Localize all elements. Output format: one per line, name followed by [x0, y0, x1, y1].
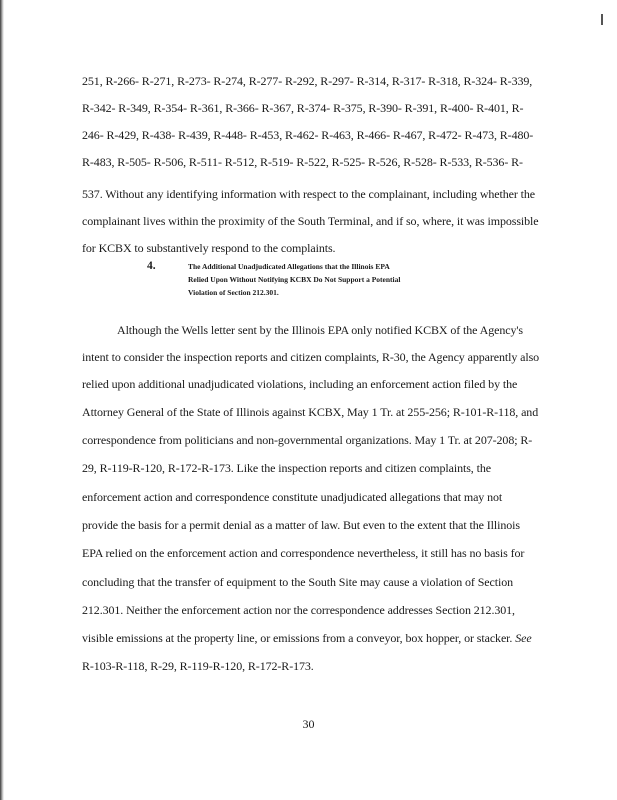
body-text-line: correspondence from politicians and non-governmental organizations. May 1 Tr. at 207-208; R- — [82, 433, 533, 447]
body-text-line: relied upon additional unadjudicated violations, including an enforcement action filed by the — [82, 377, 518, 391]
body-text-line: 29, R-119-R-120, R-172-R-173. Like the inspection reports and citizen complaints, the — [82, 461, 491, 475]
section-heading-line: The Additional Unadjudicated Allegations that the Illinois EPA — [188, 262, 390, 271]
body-text-line: for KCBX to substantively respond to the complaints. — [82, 241, 336, 255]
body-text-line: R-483, R-505- R-506, R-511- R-512, R-519- R-522, R-525- R-526, R-528- R-533, R-536- R- — [82, 155, 523, 169]
citation-signal: See — [515, 631, 532, 645]
body-text-line: R-342- R-349, R-354- R-361, R-366- R-367, R-374- R-375, R-390- R-391, R-400- R-401, R- — [82, 101, 524, 115]
scan-edge-shadow — [0, 0, 4, 800]
body-text-line: complainant lives within the proximity of the South Terminal, and if so, where, it was impossible — [82, 214, 539, 228]
body-text-line: Attorney General of the State of Illinois against KCBX, May 1 Tr. at 255-256; R-101-R-118, and — [82, 405, 539, 419]
body-text-line: 251, R-266- R-271, R-273- R-274, R-277- R-292, R-297- R-314, R-317- R-318, R-324- R-339, — [82, 74, 533, 88]
body-text-line: 246- R-429, R-438- R-439, R-448- R-453, R-462- R-463, R-466- R-467, R-472- R-473, R-480- — [82, 128, 534, 142]
body-text-line: R-103-R-118, R-29, R-119-R-120, R-172-R-173. — [82, 659, 314, 673]
body-text-line: 212.301. Neither the enforcement action nor the correspondence addresses Section 212.301, — [82, 603, 515, 617]
page-number: 30 — [302, 717, 315, 731]
body-text-line: 537. Without any identifying information with respect to the complainant, including whether the — [82, 187, 536, 201]
body-text-fragment: visible emissions at the property line, or emissions from a conveyor, box hopper, or stacker. — [82, 631, 513, 645]
body-text-line: Although the Wells letter sent by the Illinois EPA only notified KCBX of the Agency's — [117, 323, 523, 337]
section-heading-line: Relied Upon Without Notifying KCBX Do Not Support a Potential — [188, 275, 401, 284]
body-text-line: intent to consider the inspection reports and citizen complaints, R-30, the Agency apparently also — [82, 350, 540, 364]
body-text-line — [82, 631, 532, 645]
section-number: 4. — [147, 260, 156, 272]
scan-corner-mark — [601, 14, 603, 25]
body-text-line: concluding that the transfer of equipment to the South Site may cause a violation of Section — [82, 575, 514, 589]
body-text-line: EPA relied on the enforcement action and correspondence nevertheless, it still has no basis for — [82, 546, 525, 560]
body-text-line: provide the basis for a permit denial as a matter of law. But even to the extent that the Illinois — [82, 518, 520, 532]
section-heading-line: Violation of Section 212.301. — [188, 288, 279, 297]
body-text-line: enforcement action and correspondence constitute unadjudicated allegations that may not — [82, 490, 503, 504]
